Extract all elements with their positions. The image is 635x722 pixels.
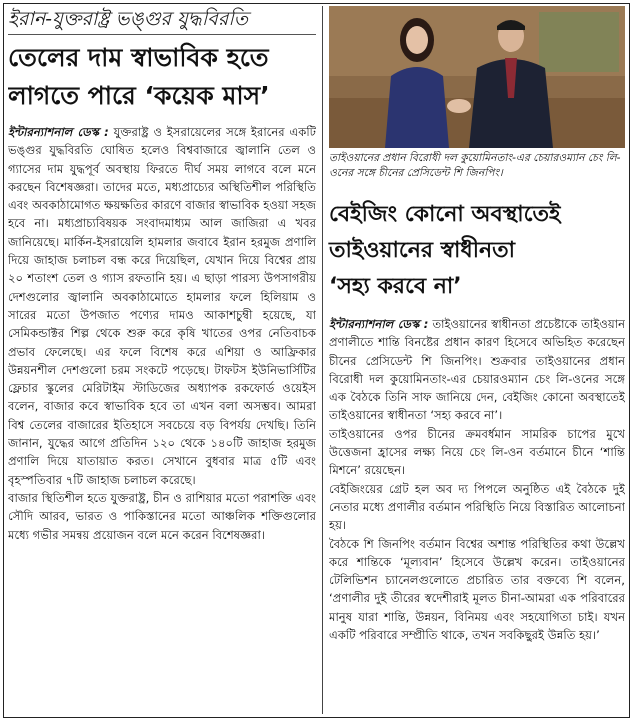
left-paragraph-1 xyxy=(8,123,316,489)
column-divider xyxy=(322,6,323,714)
right-headline-line3: ‘সহ্য করবে না’ xyxy=(329,274,462,299)
left-dateline: ইন্টারন্যাশনাল ডেস্ক : xyxy=(8,125,109,139)
left-paragraph-1-text: যুক্তরাষ্ট্র ও ইসরায়েলের সঙ্গে ইরানের একটি ভঙ্গুর যুদ্ধবিরতি ঘোষিত হলেও বিশ্ববাজারে জ্বালানি তেল ও গ্যাসের দাম যুদ্ধপূর্ব অবস্থায় ফিরতে দীর্ঘ সময় লাগবে বলে মনে করছেন বিশেষজ্ঞরা। তাদের মতে, মধ্যপ্রাচ্যের অস্থিতিশীল পরিস্থিতি এবং অবকাঠামোগত ক্ষয়ক্ষতির কারণে বাজার স্বাভাবিক হওয়া সহজ হবে না। মধ্যপ্রাচ্যবিষয়ক সংবাদমাধ্যম আল জাজিরা এ খবর জানিয়েছে। মার্কিন-ইসরায়েলি হামলার জবাবে ইরান হরমুজ প্রণালি দিয়ে জাহাজ চলাচল বন্ধ করে দিয়েছিল, যেখান দিয়ে বিশ্বের প্রায় ২০ শতাংশ তেল ও গ্যাস রফতানি হয়। এ ছাড়া পারস্য উপসাগরীয় দেশগুলোর জ্বালানি অবকাঠামোতে হামলার ফলে হিলিয়াম ও সারের মতো উপজাত পণ্যের দামও আকাশচুম্বী হয়েছে, যা সেমিকন্ডাক্টর শিল্প থেকে শুরু করে কৃষি খাতের ওপর নেতিবাচক প্রভাব ফেলেছে। এর ফলে বিশেষ করে এশিয়া ও আফ্রিকার উন্নয়নশীল দেশগুলো চরম সংকটে পড়েছে। টাফটস ইউনিভার্সিটির ফ্লেচার স্কুলের মেরিটাইম স্টাডিজের অধ্যাপক রকফোর্ড ওয়েইস বলেন, বাজার কবে স্বাভাবিক হবে তা এখন বলা অসম্ভব। আমরা বিশ্ব তেলের বাজারের ইতিহাসে সবচেয়ে বড় বিপর্যয় দেখছি। তিনি জানান, যুদ্ধের আগে প্রতিদিন ১২০ থেকে ১৪০টি জাহাজ হরমুজ প্রণালি দিয়ে যাতায়াত করত। সেখানে বুধবার মাত্র ৫টি এবং বৃহস্পতিবার ৭টি জাহাজ চলাচল করেছে। xyxy=(8,125,316,487)
photo-plant xyxy=(539,12,619,72)
handshake xyxy=(447,99,471,113)
woman-suit xyxy=(385,67,449,148)
news-photo-illustration xyxy=(329,6,625,148)
news-photo xyxy=(329,6,625,148)
kicker-rule xyxy=(8,34,316,35)
right-paragraph-1-text: তাইওয়ানের স্বাধীনতা প্রচেষ্টাকে তাইওয়ান প্রণালীতে শান্তি বিনষ্টের প্রধান কারণ হিসেবে অভিহিত করেছেন চীনের প্রেসিডেন্ট শি জিনপিং। শুক্রবার তাইওয়ানের প্রধান বিরোধী দল কুয়োমিনতাং-এর চেয়ারওম্যান চেং লি-ওনের সঙ্গে এক বৈঠকে তিনি সাফ জানিয়ে দেন, বেইজিং কোনো অবস্থাতেই তাইওয়ানের স্বাধীনতা ‘সহ্য করবে না’। xyxy=(329,317,625,423)
left-body xyxy=(8,123,316,693)
left-kicker: ইরান-যুক্তরাষ্ট্র ভঙ্গুর যুদ্ধবিরতি xyxy=(8,8,249,30)
left-headline-line1: তেলের দাম স্বাভাবিক হতে xyxy=(8,43,269,72)
right-paragraph-4: বৈঠকে শি জিনপিং বর্তমান বিশ্বের অশান্ত পরিস্থিতির কথা উল্লেখ করে শান্তিকে ‘মূল্যবান’ হিসেবে উল্লেখ করেন। তাইওয়ানের টেলিভিশন চ্যানেলগুলোতে প্রচারিত তার বক্তব্যে শি বলেন, ‘প্রণালীর দুই তীরের স্বদেশীরাই মূলত চীনা-আমরা এক পরিবারের মানুষ যারা শান্তি, উন্নয়ন, বিনিময় এবং সহযোগিতা চাই। যখন একটি পরিবারে সম্প্রীতি থাকে, তখন সবকিছুরই উন্নতি হয়।’ xyxy=(329,536,625,643)
woman-face xyxy=(406,26,428,54)
right-paragraph-3: বেইজিংয়ের গ্রেট হল অব দ্য পিপলে অনুষ্ঠিত এই বৈঠকে দুই নেতার মধ্যে প্রণালীর বর্তমান পরিস্থিতি নিয়ে বিস্তারিত আলোচনা হয়। xyxy=(329,481,625,533)
right-paragraph-2: তাইওয়ানের ওপর চীনের ক্রমবর্ধমান সামরিক চাপের মুখে উত্তেজনা হ্রাসের লক্ষ্য নিয়ে চেং লি-ওন বর্তমানে চীনে ‘শান্তি মিশনে’ রয়েছেন। xyxy=(329,426,625,478)
right-headline-line2: তাইওয়ানের স্বাধীনতা xyxy=(329,238,516,263)
right-dateline: ইন্টারন্যাশনাল ডেস্ক : xyxy=(329,317,429,331)
right-paragraph-1 xyxy=(329,315,625,425)
right-article xyxy=(329,6,625,695)
left-paragraph-2: বাজার স্থিতিশীল হতে যুক্তরাষ্ট্র, চীন ও রাশিয়ার মতো পরাশক্তি এবং সৌদি আরব, ভারত ও পাকিস্তানের মতো আঞ্চলিক শক্তিগুলোর মধ্যে গভীর সমন্বয় প্রয়োজন বলে মনে করেন বিশেষজ্ঞরা। xyxy=(8,490,316,542)
left-headline-line2: লাগতে পারে ‘কয়েক মাস’ xyxy=(8,81,270,110)
right-body xyxy=(329,315,625,695)
photo-caption: তাইওয়ানের প্রধান বিরোধী দল কুয়োমিনতাং-এর চেয়ারওম্যান চেং লি-ওনের সঙ্গে চীনের প্রেসিডেন্ট শি জিনপিং। xyxy=(329,152,621,179)
right-headline xyxy=(329,197,625,305)
left-article xyxy=(8,6,316,693)
right-headline-line1: বেইজিং কোনো অবস্থাতেই xyxy=(329,202,561,227)
